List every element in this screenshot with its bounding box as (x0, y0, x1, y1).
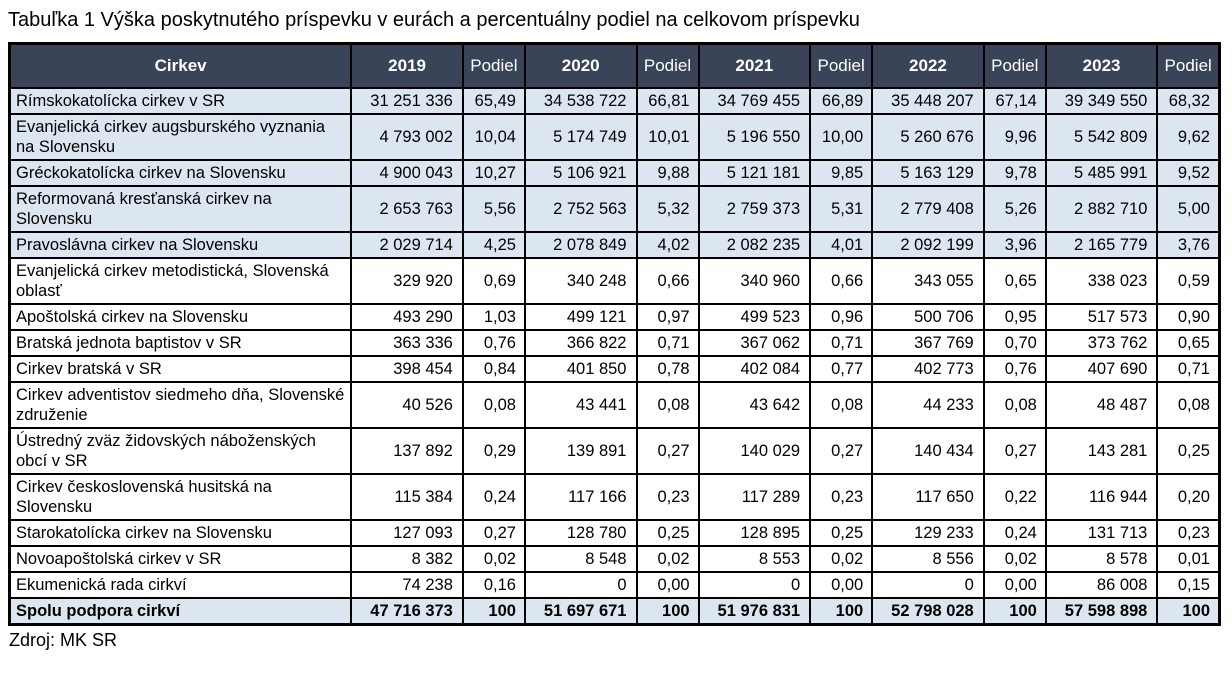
share-cell: 100 (984, 598, 1046, 625)
share-cell: 5,00 (1157, 186, 1219, 232)
amount-cell: 48 487 (1046, 382, 1158, 428)
share-cell: 0,24 (463, 474, 525, 520)
amount-cell: 51 697 671 (525, 598, 637, 625)
share-cell: 0,00 (810, 572, 872, 598)
share-cell: 0,25 (1157, 428, 1219, 474)
share-cell: 0,70 (984, 330, 1046, 356)
share-cell: 0,23 (1157, 520, 1219, 546)
source-note: Zdroj: MK SR (9, 629, 118, 650)
table-row (10, 160, 1220, 186)
amount-cell: 5 196 550 (699, 114, 811, 160)
share-cell: 9,62 (1157, 114, 1219, 160)
share-cell: 5,26 (984, 186, 1046, 232)
column-header-podiel-2: Podiel (463, 44, 525, 88)
amount-cell: 5 121 181 (699, 160, 811, 186)
church-name-cell: Starokatolícka cirkev na Slovensku (10, 520, 352, 546)
share-cell: 0,24 (984, 520, 1046, 546)
share-cell: 0,02 (984, 546, 1046, 572)
church-name-cell: Cirkev bratská v SR (10, 356, 352, 382)
share-cell: 66,89 (810, 88, 872, 114)
share-cell: 10,27 (463, 160, 525, 186)
share-cell: 0,08 (810, 382, 872, 428)
share-cell: 0,27 (463, 520, 525, 546)
share-cell: 4,01 (810, 232, 872, 258)
share-cell: 10,01 (637, 114, 699, 160)
church-name-cell: Cirkev adventistov siedmeho dňa, Slovenské združenie (10, 382, 352, 428)
table-row (10, 572, 1220, 598)
share-cell: 0,77 (810, 356, 872, 382)
amount-cell: 2 029 714 (351, 232, 463, 258)
column-header-cirkev-0: Cirkev (10, 44, 352, 88)
share-cell: 0,59 (1157, 258, 1219, 304)
amount-cell: 115 384 (351, 474, 463, 520)
amount-cell: 517 573 (1046, 304, 1158, 330)
church-name-cell: Cirkev československá husitská na Slovensku (10, 474, 352, 520)
share-cell: 0,23 (810, 474, 872, 520)
church-name-cell: Rímskokatolícka cirkev v SR (10, 88, 352, 114)
amount-cell: 86 008 (1046, 572, 1158, 598)
table-row (10, 304, 1220, 330)
amount-cell: 43 441 (525, 382, 637, 428)
amount-cell: 117 166 (525, 474, 637, 520)
amount-cell: 5 260 676 (872, 114, 984, 160)
table-row (10, 330, 1220, 356)
amount-cell: 57 598 898 (1046, 598, 1158, 625)
amount-cell: 34 769 455 (699, 88, 811, 114)
amount-cell: 499 523 (699, 304, 811, 330)
amount-cell: 131 713 (1046, 520, 1158, 546)
share-cell: 0,02 (463, 546, 525, 572)
share-cell: 0,08 (637, 382, 699, 428)
amount-cell: 2 779 408 (872, 186, 984, 232)
amount-cell: 343 055 (872, 258, 984, 304)
amount-cell: 128 895 (699, 520, 811, 546)
share-cell: 0,20 (1157, 474, 1219, 520)
church-name-cell: Apoštolská cirkev na Slovensku (10, 304, 352, 330)
share-cell: 100 (637, 598, 699, 625)
amount-cell: 366 822 (525, 330, 637, 356)
share-cell: 5,56 (463, 186, 525, 232)
amount-cell: 8 578 (1046, 546, 1158, 572)
amount-cell: 363 336 (351, 330, 463, 356)
table-row (10, 382, 1220, 428)
share-cell: 0,16 (463, 572, 525, 598)
amount-cell: 398 454 (351, 356, 463, 382)
share-cell: 9,52 (1157, 160, 1219, 186)
amount-cell: 44 233 (872, 382, 984, 428)
share-cell: 4,25 (463, 232, 525, 258)
share-cell: 0,27 (637, 428, 699, 474)
church-name-cell: Novoapoštolská cirkev v SR (10, 546, 352, 572)
share-cell: 0,15 (1157, 572, 1219, 598)
amount-cell: 340 248 (525, 258, 637, 304)
column-header-2022-7: 2022 (872, 44, 984, 88)
share-cell: 0,76 (463, 330, 525, 356)
amount-cell: 117 650 (872, 474, 984, 520)
amount-cell: 34 538 722 (525, 88, 637, 114)
table-row (10, 186, 1220, 232)
share-cell: 0,96 (810, 304, 872, 330)
share-cell: 67,14 (984, 88, 1046, 114)
column-header-podiel-10: Podiel (1157, 44, 1219, 88)
table-row (10, 428, 1220, 474)
amount-cell: 367 062 (699, 330, 811, 356)
share-cell: 0,25 (637, 520, 699, 546)
table-row (10, 232, 1220, 258)
table-row (10, 546, 1220, 572)
share-cell: 9,96 (984, 114, 1046, 160)
amount-cell: 129 233 (872, 520, 984, 546)
share-cell: 0,27 (810, 428, 872, 474)
amount-cell: 51 976 831 (699, 598, 811, 625)
share-cell: 3,96 (984, 232, 1046, 258)
table-row (10, 356, 1220, 382)
amount-cell: 500 706 (872, 304, 984, 330)
share-cell: 0,00 (984, 572, 1046, 598)
share-cell: 0,27 (984, 428, 1046, 474)
amount-cell: 2 653 763 (351, 186, 463, 232)
share-cell: 0,69 (463, 258, 525, 304)
amount-cell: 47 716 373 (351, 598, 463, 625)
share-cell: 4,02 (637, 232, 699, 258)
church-name-cell: Pravoslávna cirkev na Slovensku (10, 232, 352, 258)
amount-cell: 329 920 (351, 258, 463, 304)
amount-cell: 5 163 129 (872, 160, 984, 186)
amount-cell: 0 (525, 572, 637, 598)
amount-cell: 116 944 (1046, 474, 1158, 520)
amount-cell: 5 106 921 (525, 160, 637, 186)
amount-cell: 137 892 (351, 428, 463, 474)
amount-cell: 499 121 (525, 304, 637, 330)
amount-cell: 140 434 (872, 428, 984, 474)
share-cell: 1,03 (463, 304, 525, 330)
share-cell: 0,84 (463, 356, 525, 382)
amount-cell: 0 (699, 572, 811, 598)
share-cell: 68,32 (1157, 88, 1219, 114)
amount-cell: 8 382 (351, 546, 463, 572)
amount-cell: 8 548 (525, 546, 637, 572)
amount-cell: 128 780 (525, 520, 637, 546)
share-cell: 0,08 (984, 382, 1046, 428)
amount-cell: 367 769 (872, 330, 984, 356)
amount-cell: 35 448 207 (872, 88, 984, 114)
amount-cell: 127 093 (351, 520, 463, 546)
share-cell: 9,85 (810, 160, 872, 186)
share-cell: 0,65 (1157, 330, 1219, 356)
share-cell: 10,04 (463, 114, 525, 160)
table-body (10, 88, 1220, 625)
share-cell: 0,00 (637, 572, 699, 598)
church-name-cell: Spolu podpora cirkví (10, 598, 352, 625)
church-name-cell: Bratská jednota baptistov v SR (10, 330, 352, 356)
amount-cell: 4 793 002 (351, 114, 463, 160)
share-cell: 0,76 (984, 356, 1046, 382)
amount-cell: 407 690 (1046, 356, 1158, 382)
share-cell: 0,90 (1157, 304, 1219, 330)
amount-cell: 402 773 (872, 356, 984, 382)
amount-cell: 340 960 (699, 258, 811, 304)
table-row (10, 520, 1220, 546)
table-row (10, 474, 1220, 520)
contribution-table (8, 42, 1221, 626)
share-cell: 10,00 (810, 114, 872, 160)
share-cell: 100 (463, 598, 525, 625)
church-name-cell: Evanjelická cirkev augsburského vyznania na Slovensku (10, 114, 352, 160)
amount-cell: 401 850 (525, 356, 637, 382)
column-header-podiel-8: Podiel (984, 44, 1046, 88)
share-cell: 0,78 (637, 356, 699, 382)
amount-cell: 5 542 809 (1046, 114, 1158, 160)
amount-cell: 31 251 336 (351, 88, 463, 114)
share-cell: 0,08 (1157, 382, 1219, 428)
amount-cell: 2 078 849 (525, 232, 637, 258)
table-header-row (10, 44, 1220, 88)
amount-cell: 2 752 563 (525, 186, 637, 232)
column-header-2019-1: 2019 (351, 44, 463, 88)
share-cell: 0,66 (810, 258, 872, 304)
amount-cell: 39 349 550 (1046, 88, 1158, 114)
total-row (10, 598, 1220, 625)
amount-cell: 0 (872, 572, 984, 598)
amount-cell: 52 798 028 (872, 598, 984, 625)
share-cell: 5,32 (637, 186, 699, 232)
amount-cell: 74 238 (351, 572, 463, 598)
amount-cell: 2 082 235 (699, 232, 811, 258)
share-cell: 100 (1157, 598, 1219, 625)
column-header-podiel-4: Podiel (637, 44, 699, 88)
church-name-cell: Ústredný zväz židovských náboženských obcí v SR (10, 428, 352, 474)
share-cell: 5,31 (810, 186, 872, 232)
amount-cell: 2 165 779 (1046, 232, 1158, 258)
share-cell: 0,66 (637, 258, 699, 304)
column-header-2023-9: 2023 (1046, 44, 1158, 88)
church-name-cell: Reformovaná kresťanská cirkev na Slovensku (10, 186, 352, 232)
amount-cell: 2 092 199 (872, 232, 984, 258)
church-name-cell: Gréckokatolícka cirkev na Slovensku (10, 160, 352, 186)
amount-cell: 143 281 (1046, 428, 1158, 474)
share-cell: 0,02 (637, 546, 699, 572)
share-cell: 0,97 (637, 304, 699, 330)
share-cell: 9,88 (637, 160, 699, 186)
table-row (10, 114, 1220, 160)
share-cell: 66,81 (637, 88, 699, 114)
share-cell: 0,08 (463, 382, 525, 428)
amount-cell: 139 891 (525, 428, 637, 474)
share-cell: 0,01 (1157, 546, 1219, 572)
table-caption: Tabuľka 1 Výška poskytnutého príspevku v eurách a percentuálny podiel na celkovom príspevku (8, 9, 860, 31)
amount-cell: 43 642 (699, 382, 811, 428)
share-cell: 0,65 (984, 258, 1046, 304)
amount-cell: 8 556 (872, 546, 984, 572)
table-row (10, 88, 1220, 114)
amount-cell: 373 762 (1046, 330, 1158, 356)
amount-cell: 338 023 (1046, 258, 1158, 304)
column-header-2021-5: 2021 (699, 44, 811, 88)
share-cell: 0,23 (637, 474, 699, 520)
amount-cell: 493 290 (351, 304, 463, 330)
amount-cell: 2 759 373 (699, 186, 811, 232)
amount-cell: 4 900 043 (351, 160, 463, 186)
amount-cell: 8 553 (699, 546, 811, 572)
amount-cell: 402 084 (699, 356, 811, 382)
amount-cell: 140 029 (699, 428, 811, 474)
church-name-cell: Ekumenická rada cirkví (10, 572, 352, 598)
amount-cell: 117 289 (699, 474, 811, 520)
amount-cell: 40 526 (351, 382, 463, 428)
share-cell: 3,76 (1157, 232, 1219, 258)
amount-cell: 2 882 710 (1046, 186, 1158, 232)
share-cell: 0,25 (810, 520, 872, 546)
share-cell: 0,71 (810, 330, 872, 356)
share-cell: 9,78 (984, 160, 1046, 186)
share-cell: 100 (810, 598, 872, 625)
column-header-2020-3: 2020 (525, 44, 637, 88)
share-cell: 0,02 (810, 546, 872, 572)
column-header-podiel-6: Podiel (810, 44, 872, 88)
church-name-cell: Evanjelická cirkev metodistická, Slovenská oblasť (10, 258, 352, 304)
table-row (10, 258, 1220, 304)
share-cell: 0,29 (463, 428, 525, 474)
amount-cell: 5 485 991 (1046, 160, 1158, 186)
share-cell: 0,22 (984, 474, 1046, 520)
share-cell: 0,95 (984, 304, 1046, 330)
share-cell: 0,71 (637, 330, 699, 356)
amount-cell: 5 174 749 (525, 114, 637, 160)
share-cell: 0,71 (1157, 356, 1219, 382)
share-cell: 65,49 (463, 88, 525, 114)
